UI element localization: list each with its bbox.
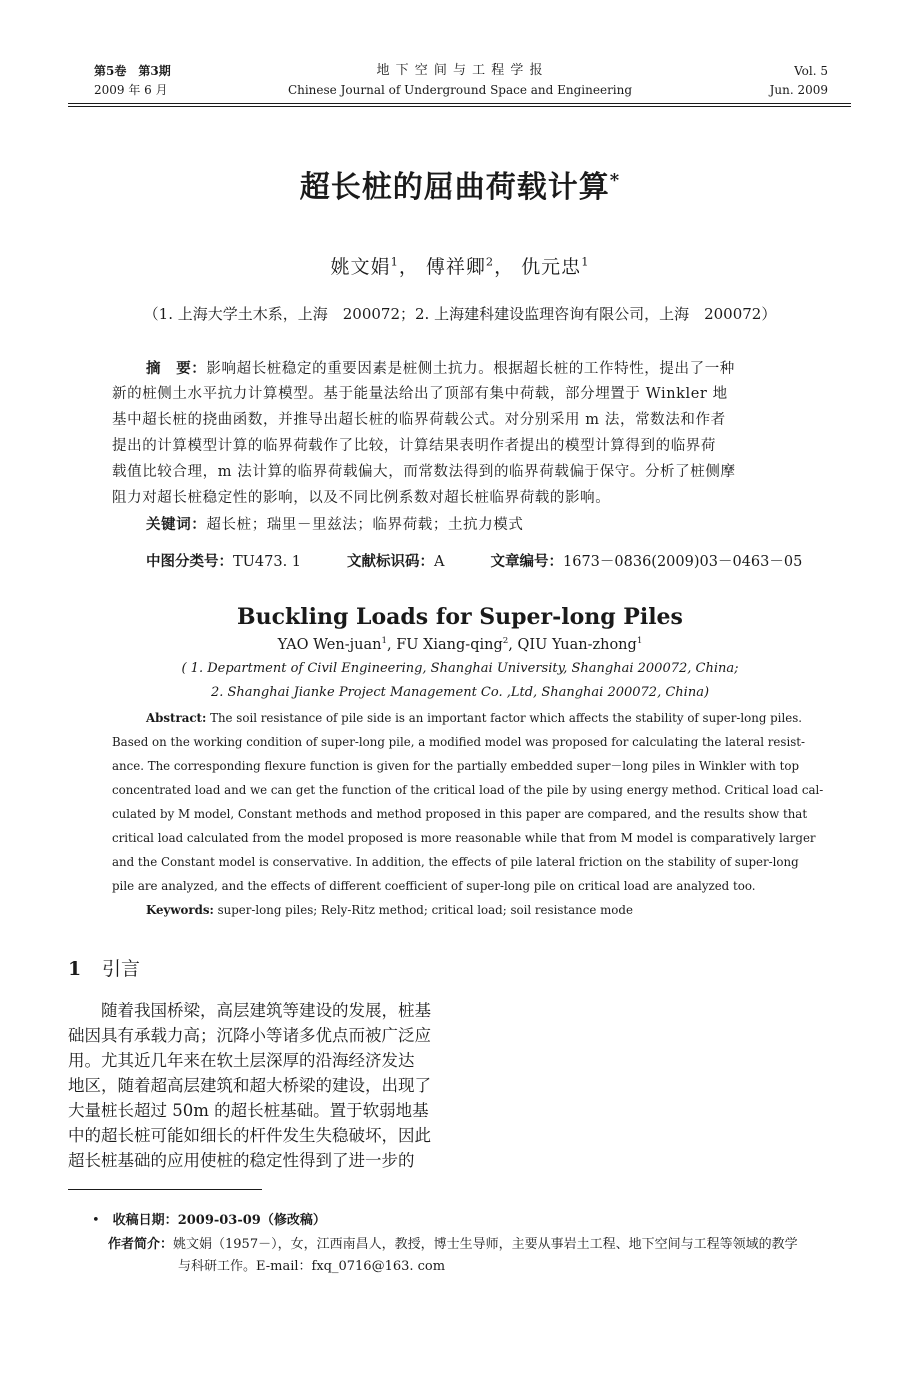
section-number: 1 xyxy=(68,958,82,980)
affiliation-en-line: ( 1. Department of Civil Engineering, Shanghai University, Shanghai 200072, China; xyxy=(181,661,739,676)
body-line-left: 础因具有承载力高；沉降小等诸多优点而被广泛应 xyxy=(68,1026,431,1045)
body-line-left: 中的超长桩可能如细长的杆件发生失稳破坏，因此 xyxy=(68,1126,431,1145)
footnote-rule xyxy=(68,1189,262,1190)
section-title: 引言 xyxy=(102,958,141,980)
abstract-cn-text: 影响超长桩稳定的重要因素是桩侧土抗力。根据超长桩的工作特性，提出了一种 xyxy=(206,361,735,377)
keywords-cn xyxy=(146,515,524,535)
keywords-en xyxy=(146,902,633,918)
header-journal-en: Chinese Journal of Underground Space and Engineering xyxy=(287,83,633,97)
affiliation-en-line: 2. Shanghai Jianke Project Management Co. ,Ltd, Shanghai 200072, China) xyxy=(210,685,710,700)
header-date-cn: 2009 年 6 月 xyxy=(94,83,168,97)
footnote-received xyxy=(92,1212,326,1230)
title-footnote-mark: * xyxy=(609,170,621,191)
body-line-left: 随着我国桥梁，高层建筑等建设的发展，桩基 xyxy=(68,1001,431,1020)
received-value: 2009-03-09（修改稿） xyxy=(177,1213,326,1228)
authors-cn: 姚文娟$^1$， 傅祥卿$^2$， 仇元忠$^1$ xyxy=(330,254,590,278)
article-number-value: 1673－0836(2009)03－0463－05 xyxy=(563,554,803,570)
keywords-cn-label: 关键词： xyxy=(146,516,207,533)
abstract-cn-line: 载值比较合理，m 法计算的临界荷载偏大，而常数法得到的临界荷载偏于保守。分析了桩侧摩 xyxy=(112,464,736,480)
classification-line xyxy=(146,552,802,572)
author-name: 姚文娟 xyxy=(330,256,391,278)
header-volume: Vol. 5 xyxy=(794,64,828,78)
abstract-en-line: and the Constant model is conservative. In addition, the effects of pile lateral friction on the stability of super-long xyxy=(112,855,799,869)
header-issue: 第5卷 第3期 xyxy=(94,64,171,78)
abstract-cn-line: 提出的计算模型计算的临界荷载作了比较，计算结果表明作者提出的模型计算得到的临界荷 xyxy=(112,438,716,454)
body-line-left: 超长桩基础的应用使桩的稳定性得到了进一步的 xyxy=(68,1151,415,1170)
abstract-cn-line: 新的桩侧土水平抗力计算模型。基于能量法给出了顶部有集中荷载，部分埋置于 Winkler 地 xyxy=(112,386,728,402)
paper-title-cn-text: 超长桩的屈曲荷载计算 xyxy=(299,170,610,205)
keywords-en-label: Keywords: xyxy=(146,903,214,917)
footnote-author xyxy=(108,1236,798,1254)
abstract-en-line xyxy=(146,710,802,726)
clc-label: 中图分类号： xyxy=(146,553,233,570)
author-name-en: QIU Yuan-zhong xyxy=(517,637,637,653)
header-rule xyxy=(68,106,851,107)
author-affiliation-mark: 2 xyxy=(485,254,495,269)
footnote-bullet: • xyxy=(92,1213,113,1228)
author-affiliation-mark: 1 xyxy=(390,254,399,269)
footnote-author-cont: 与科研工作。E-mail：fxq_0716@163. com xyxy=(178,1259,446,1274)
abstract-cn-line: 基中超长桩的挠曲函数，并推导出超长桩的临界荷载公式。对分别采用 m 法，常数法和作者 xyxy=(112,412,726,428)
author-name: 傅祥卿 xyxy=(425,256,486,278)
author-affiliation-mark: 2 xyxy=(502,636,509,647)
article-number-label: 文章编号： xyxy=(490,553,563,570)
doc-code-value: A xyxy=(434,554,445,570)
affiliations-cn: （1. 上海大学土木系，上海 200072；2. 上海建科建设监理咨询有限公司，上海 200072） xyxy=(143,305,777,323)
body-line-left: 大量桩长超过 50m 的超长桩基础。置于软弱地基 xyxy=(68,1101,429,1120)
abstract-en-line: concentrated load and we can get the function of the critical load of the pile by using energy method. Critical load cal- xyxy=(112,783,824,797)
author-name: 仇元忠 xyxy=(521,256,582,278)
abstract-en-label: Abstract: xyxy=(146,711,207,725)
abstract-en-text: The soil resistance of pile side is an important factor which affects the stability of super-long piles. xyxy=(206,711,803,725)
clc-value: TU473. 1 xyxy=(233,554,302,570)
author-affiliation-mark: 1 xyxy=(581,254,590,269)
author-affiliation-mark: 1 xyxy=(636,636,643,647)
abstract-cn-line xyxy=(146,359,735,379)
received-label: 收稿日期： xyxy=(112,1213,178,1228)
abstract-en-line: culated by M model, Constant methods and method proposed in this paper are compared, and the results show that xyxy=(112,807,808,821)
abstract-en-line: ance. The corresponding flexure function is given for the partially embedded super－long piles in Winkler with top xyxy=(112,759,799,773)
header-rule xyxy=(68,103,851,104)
author-affiliation-mark: 1 xyxy=(381,636,387,647)
abstract-cn-label: 摘 要： xyxy=(146,360,207,377)
paper-title-en: Buckling Loads for Super-long Piles xyxy=(237,604,683,630)
body-line-left: 地区，随着超高层建筑和超大桥梁的建设，出现了 xyxy=(68,1076,431,1095)
header-journal-cn: 地 下 空 间 与 工 程 学 报 xyxy=(376,63,544,78)
abstract-en-line: critical load calculated from the model proposed is more reasonable while that from M model is comparatively larger xyxy=(112,831,816,845)
paper-title-cn xyxy=(0,168,920,208)
section-heading xyxy=(68,956,140,982)
abstract-cn-line: 阻力对超长桩稳定性的影响，以及不同比例系数对超长桩临界荷载的影响。 xyxy=(112,490,611,506)
author-bio-text: 姚文娟（1957－），女，江西南昌人，教授，博士生导师，主要从事岩土工程、地下空间与工程等领域的教学 xyxy=(173,1237,798,1252)
abstract-en-line: pile are analyzed, and the effects of different coefficient of super-long pile on critical load are analyzed too. xyxy=(112,879,756,893)
body-line-left: 用。尤其近几年来在软土层深厚的沿海经济发达 xyxy=(68,1051,415,1070)
author-name-en: FU Xiang-qing xyxy=(396,637,503,653)
header-date-en: Jun. 2009 xyxy=(769,83,828,97)
author-name-en: YAO Wen-juan xyxy=(277,637,382,653)
keywords-cn-text: 超长桩；瑞里－里兹法；临界荷载；土抗力模式 xyxy=(206,517,524,533)
abstract-en-line: Based on the working condition of super-long pile, a modified model was proposed for calculating the lateral resist- xyxy=(112,735,806,749)
doc-code-label: 文献标识码： xyxy=(347,553,435,570)
author-bio-label: 作者简介： xyxy=(108,1237,174,1252)
keywords-en-text: super-long piles; Rely-Ritz method; critical load; soil resistance mode xyxy=(213,903,633,917)
authors-en: YAO Wen-juan$^1$, FU Xiang-qing$^2$, QIU Yuan-zhong$^1$ xyxy=(277,636,643,653)
